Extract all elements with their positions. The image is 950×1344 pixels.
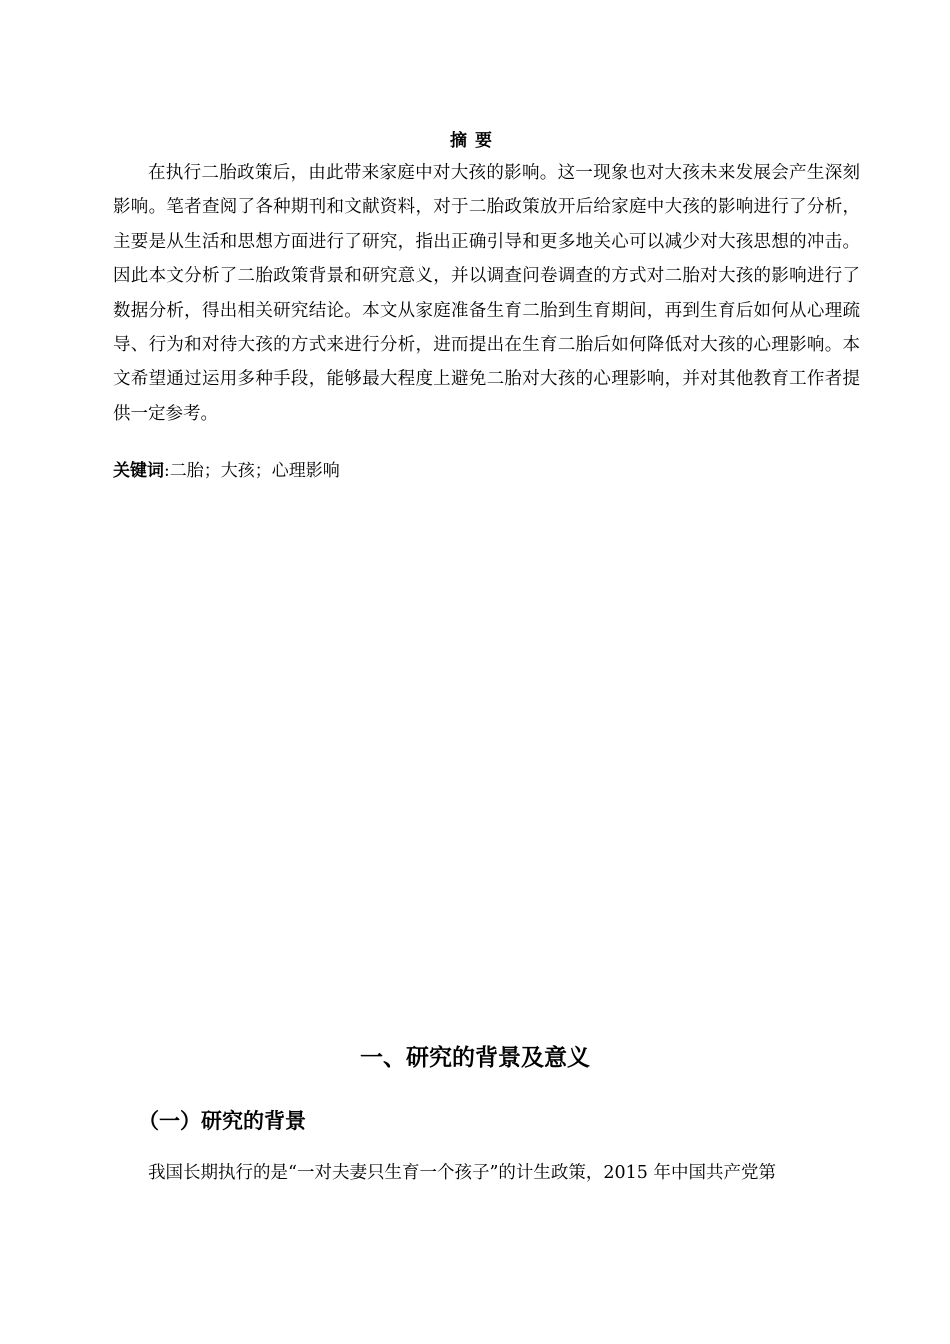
abstract-body: 在执行二胎政策后，由此带来家庭中对大孩的影响。这一现象也对大孩未来发展会产生深刻影响。笔者查阅了各种期刊和文献资料，对于二胎政策放开后给家庭中大孩的影响进行了分析，主要是从生活和思想方面进行了研究，指出正确引导和更多地关心可以减少对大孩思想的冲击。因此本文分析了二胎政策背景和研究意义，并以调查问卷调查的方式对二胎对大孩的影响进行了数据分析，得出相关研究结论。本文从家庭准备生育二胎到生育期间，再到生育后如何从心理疏导、行为和对待大孩的方式来进行分析，进而提出在生育二胎后如何降低对大孩的心理影响。本文希望通过运用多种手段，能够最大程度上避免二胎对大孩的心理影响，并对其他教育工作者提供一定参考。 bbox=[113, 163, 860, 424]
abstract-title: 摘要 bbox=[450, 131, 500, 151]
chapter-title: 一、研究的背景及意义 bbox=[360, 1045, 590, 1071]
keywords-separator: : bbox=[164, 461, 170, 481]
section-first-paragraph: 我国长期执行的是“一对夫妻只生育一个孩子”的计生政策，2015 年中国共产党第 bbox=[148, 1163, 776, 1183]
section-title: （一）研究的背景 bbox=[138, 1109, 306, 1133]
keywords-value: 二胎；大孩；心理影响 bbox=[169, 461, 340, 481]
keywords-label: 关键词 bbox=[113, 461, 164, 481]
keywords-line bbox=[113, 457, 340, 485]
